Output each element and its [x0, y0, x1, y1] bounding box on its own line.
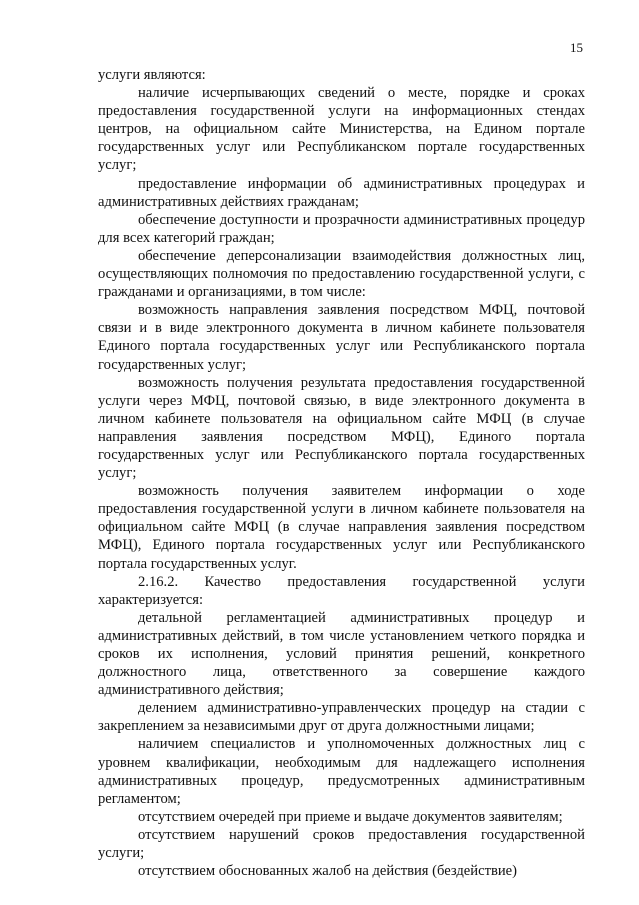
- paragraph: обеспечение доступности и прозрачности административных процедур для всех категорий граждан;: [98, 211, 585, 246]
- paragraph: возможность получения результата предоставления государственной услуги через МФЦ, почтовой связью, в виде электронного документа в личном кабинете пользователя на официальном сайте МФЦ (в случае направления заявления посредством МФЦ), Единого портала государственных услуг или Республиканского портала государственных услуг;: [98, 374, 585, 482]
- paragraph: отсутствием нарушений сроков предоставления государственной услуги;: [98, 826, 585, 862]
- paragraph: делением административно-управленческих процедур на стадии с закреплением за независимыми друг от друга должностными лицами;: [98, 700, 585, 735]
- paragraph: услуги являются:: [98, 67, 206, 83]
- paragraph: предоставление информации об административных процедурах и административных действиях гражданам;: [98, 175, 585, 210]
- page-number: 15: [570, 40, 583, 55]
- paragraph: возможность получения заявителем информации о ходе предоставления государственной услуги в личном кабинете пользователя на официальном сайте МФЦ (в случае направления заявления посредством МФЦ), Единого портала государственных услуг или Республиканского портала государственных услуг.: [98, 483, 585, 572]
- paragraph: отсутствием обоснованных жалоб на действия (бездействие): [138, 863, 517, 880]
- paragraph: возможность направления заявления посредством МФЦ, почтовой связи и в виде электронного документа в личном кабинете пользователя Единого портала государственных услуг или Республиканского портала государственных услуг;: [98, 302, 585, 373]
- paragraph: детальной регламентацией административных процедур и административных действий, в том числе установлением четкого порядка и сроков их исполнения, условий принятия решений, конкретного должностного лица, ответственного за совершение каждого административного действия;: [98, 609, 585, 699]
- paragraph: наличием специалистов и уполномоченных должностных лиц с уровнем квалификации, необходимым для надлежащего исполнения административных процедур, предусмотренных административным регламентом;: [98, 736, 585, 807]
- paragraph: обеспечение деперсонализации взаимодействия должностных лиц, осуществляющих полномочия по предоставлению государственной услуги, с гражданами и организациями, в том числе:: [98, 247, 585, 301]
- section-heading-paragraph: 2.16.2. Качество предоставления государственной услуги характеризуется:: [98, 573, 585, 608]
- document-body: [98, 66, 585, 880]
- paragraph: отсутствием очередей при приеме и выдаче документов заявителям;: [138, 808, 563, 825]
- paragraph: наличие исчерпывающих сведений о месте, порядке и сроках предоставления государственной услуги на информационных стендах центров, на официальном сайте Министерства, на Едином портале государственных услуг или Республиканском портале государственных услуг;: [98, 85, 585, 174]
